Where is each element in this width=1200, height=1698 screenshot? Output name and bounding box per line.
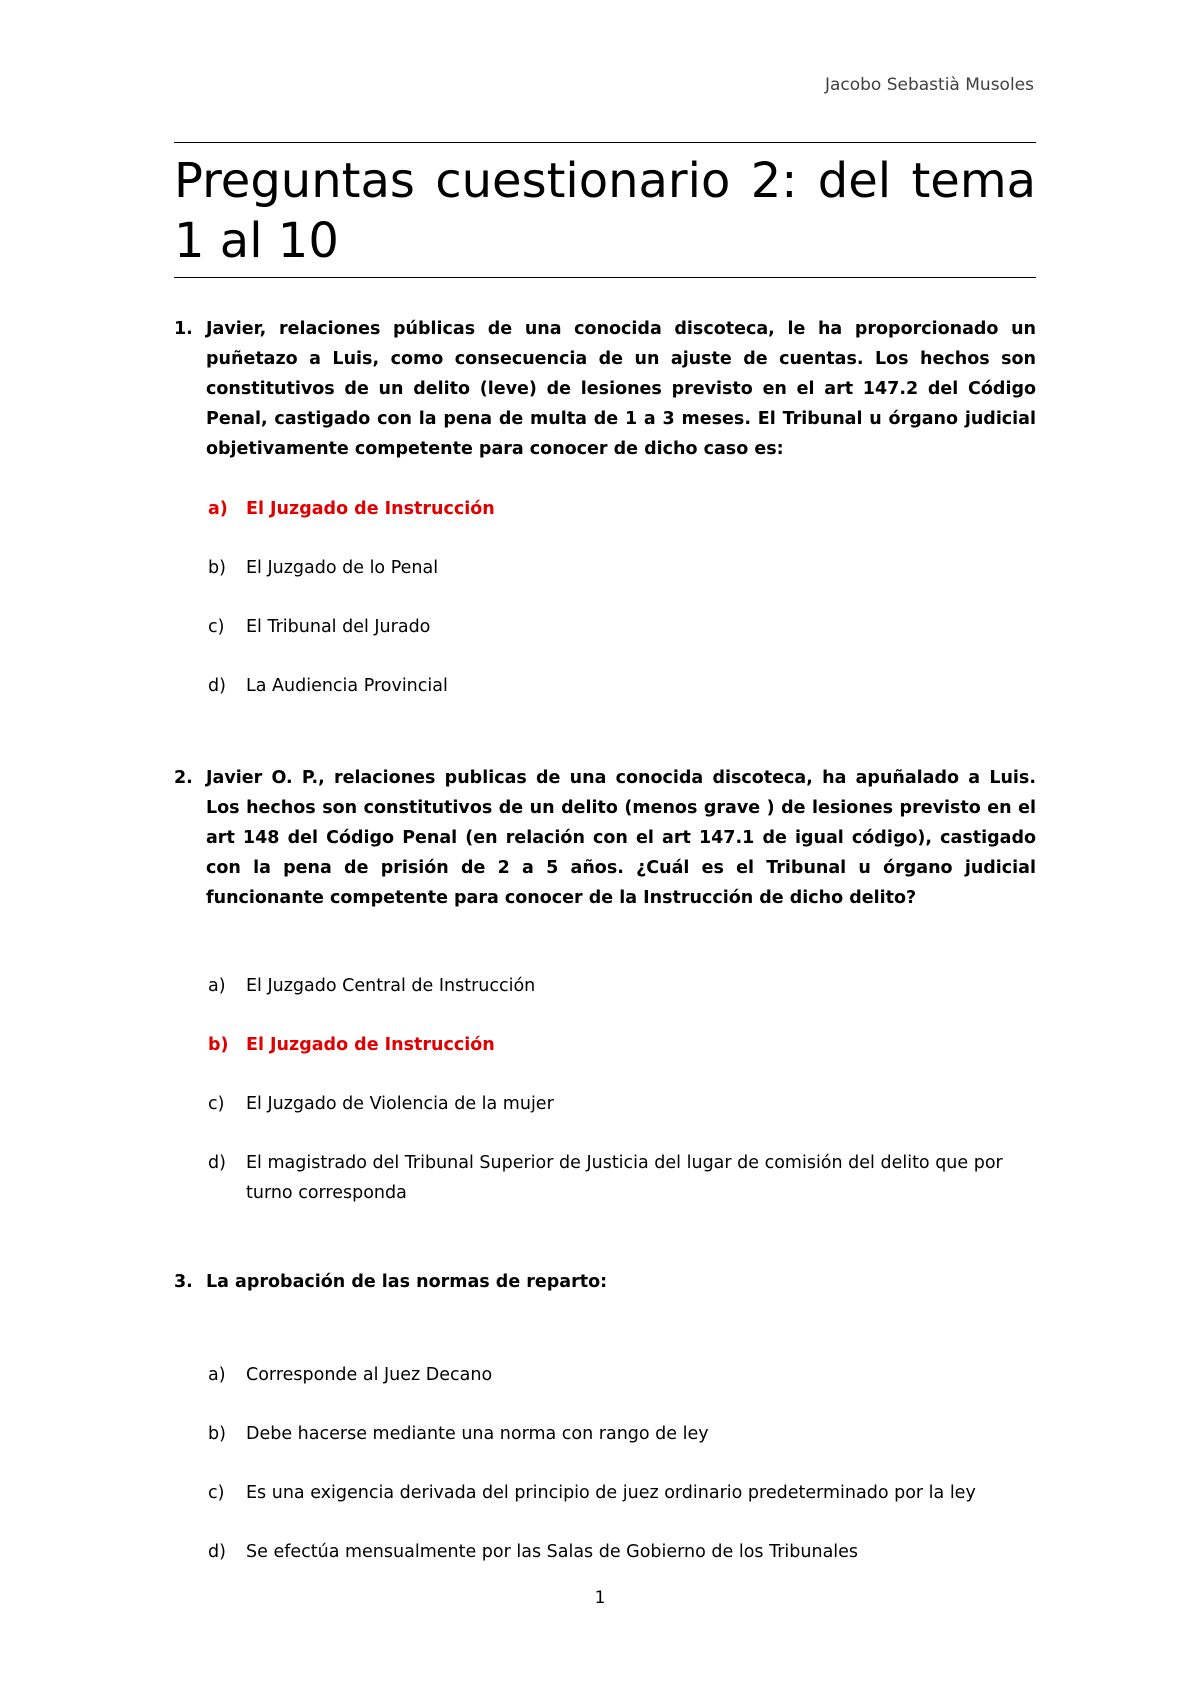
option-1d bbox=[174, 671, 1036, 701]
option-text: Debe hacerse mediante una norma con rango de ley bbox=[246, 1424, 709, 1444]
option-3b bbox=[174, 1419, 1036, 1449]
question-number: 1. bbox=[174, 319, 193, 339]
option-letter: a) bbox=[208, 976, 226, 996]
option-letter: d) bbox=[208, 1153, 226, 1173]
question-number: 3. bbox=[174, 1272, 193, 1292]
document-title: Preguntas cuestionario 2: del tema 1 al 10 bbox=[174, 153, 1036, 269]
option-letter: c) bbox=[208, 617, 225, 637]
option-letter: b) bbox=[208, 558, 226, 578]
option-text: Es una exigencia derivada del principio de juez ordinario predeterminado por la ley bbox=[246, 1483, 976, 1503]
option-letter: b) bbox=[208, 1424, 226, 1444]
question-3 bbox=[174, 1267, 1036, 1297]
question-1 bbox=[174, 314, 1036, 464]
option-letter: a) bbox=[208, 1365, 226, 1385]
option-3a bbox=[174, 1360, 1036, 1390]
question-text: La aprobación de las normas de reparto: bbox=[206, 1272, 608, 1292]
option-text: Corresponde al Juez Decano bbox=[246, 1365, 493, 1385]
option-text: El Tribunal del Jurado bbox=[246, 617, 431, 637]
header-author: Jacobo Sebastià Musoles bbox=[824, 75, 1034, 95]
option-text: El Juzgado de lo Penal bbox=[246, 558, 439, 578]
option-3c bbox=[174, 1478, 1036, 1508]
option-letter: d) bbox=[208, 676, 226, 696]
option-letter: c) bbox=[208, 1483, 225, 1503]
question-2 bbox=[174, 763, 1036, 913]
option-2c bbox=[174, 1089, 1036, 1119]
option-letter: a) bbox=[208, 499, 228, 519]
page-number: 1 bbox=[594, 1588, 606, 1608]
option-text: El magistrado del Tribunal Superior de Justicia del lugar de comisión del delito que por turno corresponda bbox=[246, 1153, 1003, 1203]
option-text: La Audiencia Provincial bbox=[246, 676, 448, 696]
option-text: El Juzgado de Violencia de la mujer bbox=[246, 1094, 554, 1114]
question-number: 2. bbox=[174, 768, 193, 788]
option-2b bbox=[174, 1030, 1036, 1060]
option-text: El Juzgado de Instrucción bbox=[246, 1035, 495, 1055]
option-1a bbox=[174, 494, 1036, 524]
option-text: El Juzgado de Instrucción bbox=[246, 499, 495, 519]
option-text: El Juzgado Central de Instrucción bbox=[246, 976, 536, 996]
option-text: Se efectúa mensualmente por las Salas de Gobierno de los Tribunales bbox=[246, 1542, 859, 1562]
question-text: Javier O. P., relaciones publicas de una conocida discoteca, ha apuñalado a Luis. Los hechos son constitutivos de un delito (menos grave ) de lesiones previsto en el art 148 del Código Penal (en relación con el art 147.1 de igual código), castigado con la pena de prisión de 2 a 5 años. ¿Cuál es el Tribunal u órgano judicial funcionante competente para conocer de la Instrucción de dicho delito? bbox=[206, 768, 1036, 908]
title-block bbox=[174, 142, 1036, 278]
question-text: Javier, relaciones públicas de una conocida discoteca, le ha proporcionado un puñetazo a Luis, como consecuencia de un ajuste de cuentas. Los hechos son constitutivos de un delito (leve) de lesiones previsto en el art 147.2 del Código Penal, castigado con la pena de multa de 1 a 3 meses. El Tribunal u órgano judicial objetivamente competente para conocer de dicho caso es: bbox=[206, 319, 1036, 459]
option-letter: c) bbox=[208, 1094, 225, 1114]
option-2a bbox=[174, 971, 1036, 1001]
option-1c bbox=[174, 612, 1036, 642]
option-letter: d) bbox=[208, 1542, 226, 1562]
option-2d bbox=[174, 1148, 1036, 1208]
option-1b bbox=[174, 553, 1036, 583]
option-3d bbox=[174, 1537, 1036, 1567]
option-letter: b) bbox=[208, 1035, 229, 1055]
